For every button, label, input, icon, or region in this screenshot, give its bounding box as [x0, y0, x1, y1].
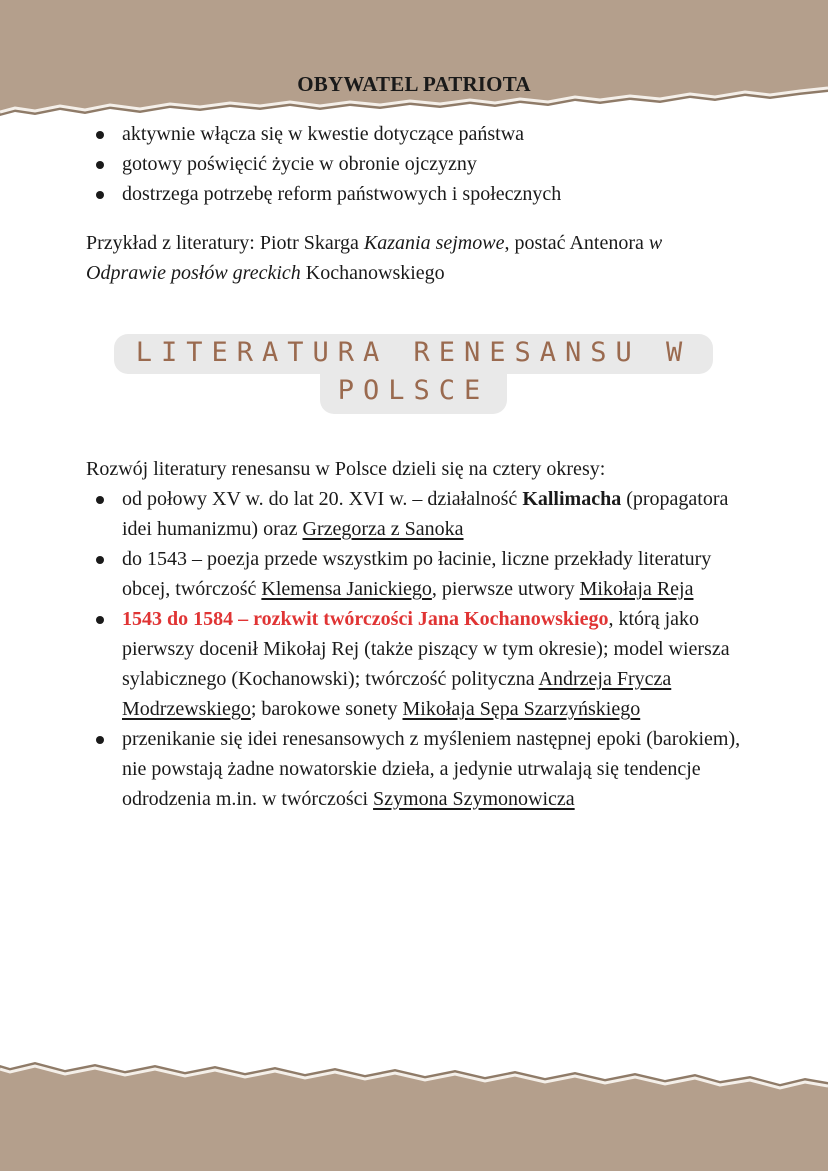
banner-line-2: POLSCE: [320, 374, 508, 414]
link-frycz-modrzewski[interactable]: Andrzeja Frycza Modrzewskiego: [122, 668, 672, 720]
list-item: gotowy poświęcić życie w obronie ojczyzny: [86, 149, 746, 179]
torn-paper-top: [0, 0, 828, 125]
list-item: aktywnie włącza się w kwestie dotyczące państwa: [86, 119, 746, 149]
example-work-kazania: Kazania sejmowe: [363, 232, 505, 254]
link-sep-szarzynski[interactable]: Mikołaja Sępa Szarzyńskiego: [402, 698, 641, 720]
torn-paper-bottom: [0, 1040, 828, 1171]
list-item: od połowy XV w. do lat 20. XVI w. – działalność Kallimacha (propagatora idei humanizmu) oraz Grzegorza z Sanoka: [86, 484, 746, 544]
periods-section: [86, 454, 746, 814]
patriot-traits: [86, 119, 746, 209]
section-banner: [135, 334, 692, 420]
page-title: OBYWATEL PATRIOTA: [297, 72, 531, 96]
example-prefix: Przykład z literatury: Piotr Skarga: [86, 232, 364, 254]
example-suffix: Kochanowskiego: [300, 262, 445, 284]
list-item: 1543 do 1584 – rozkwit twórczości Jana Kochanowskiego, którą jako pierwszy docenił Mikołaj Rej (także piszący w tym okresie); model wiersza sylabicznego (Kochanowski); twórczość polityczna Andrzeja Frycza Modrzewskiego; barokowe sonety Mikołaja Sępa Szarzyńskiego: [86, 604, 746, 724]
example-work-odprawa: w Odprawie posłów greckich: [86, 232, 663, 284]
link-grzegorz-z-sanoka[interactable]: Grzegorza z Sanoka: [302, 518, 464, 540]
link-mikolaj-rej[interactable]: Mikołaja Reja: [579, 578, 694, 600]
link-szymon-szymonowic[interactable]: Szymona Szymonowicza: [373, 788, 575, 810]
example-mid: , postać Antenora: [504, 232, 649, 254]
list-item: dostrzega potrzebę reform państwowych i społecznych: [86, 179, 746, 209]
banner-box: [114, 334, 714, 374]
link-klemens-janicki[interactable]: Klemensa Janickiego: [261, 578, 432, 600]
list-item: do 1543 – poezja przede wszystkim po łacinie, liczne przekłady literatury obcej, twórczość Klemensa Janickiego, pierwsze utwory Mikołaja Reja: [86, 544, 746, 604]
kallimach-name: Kallimacha: [522, 488, 622, 510]
highlight-kochanowski: 1543 do 1584 – rozkwit twórczości Jana Kochanowskiego: [122, 608, 609, 630]
literature-example: [86, 228, 746, 288]
periods-intro: Rozwój literatury renesansu w Polsce dzieli się na cztery okresy:: [86, 458, 606, 480]
banner-line-1: LITERATURA RENESANSU W: [135, 337, 692, 368]
list-item: przenikanie się idei renesansowych z myśleniem następnej epoki (barokiem), nie powstają żadne nowatorskie dzieła, a jedynie utrwalają się tendencje odrodzenia m.in. w twórczości Szymona Szymonowicza: [86, 724, 746, 814]
